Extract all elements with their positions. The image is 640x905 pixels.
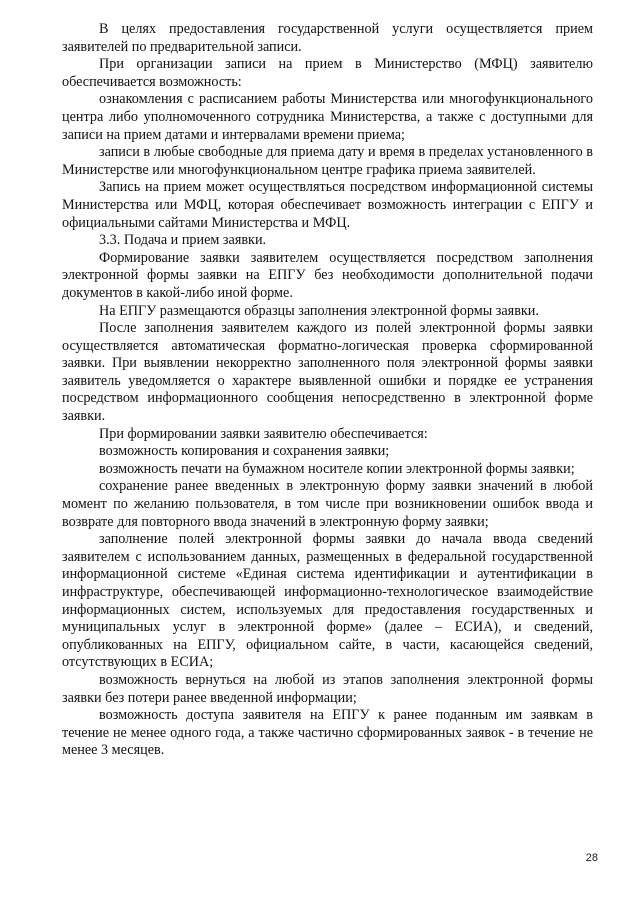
paragraph-10: При формировании заявки заявителю обеспечивается:: [99, 425, 428, 442]
paragraph-9: После заполнения заявителем каждого из полей электронной формы заявки осуществляется автоматическая форматно-логическая проверка сформированной заявки. При выявлении некорректно заполненного поля электронной формы заявки заявитель уведомляется о характере выявленной ошибки и порядке ее устранения посредством информационного сообщения непосредственно в электронной форме заявки.: [62, 320, 593, 425]
section-heading-3-3: 3.3. Подача и прием заявки.: [99, 232, 267, 249]
paragraph-5: Запись на прием может осуществляться посредством информационной системы Министерства или МФЦ, которая обеспечивает возможность интеграции с ЕПГУ и официальными сайтами Министерства и МФЦ.: [62, 179, 593, 231]
paragraph-12: возможность печати на бумажном носителе копии электронной формы заявки;: [99, 460, 575, 477]
paragraph-3: ознакомления с расписанием работы Министерства или многофункционального центра либо уполномоченного сотрудника Министерства, а также с доступными для записи на прием датами и интервалами времени приема;: [62, 91, 593, 143]
document-body: [62, 21, 593, 760]
paragraph-1: В целях предоставления государственной услуги осуществляется прием заявителей по предварительной записи.: [62, 21, 593, 55]
paragraph-2: При организации записи на прием в Министерство (МФЦ) заявителю обеспечивается возможность:: [62, 56, 593, 90]
paragraph-11: возможность копирования и сохранения заявки;: [99, 443, 390, 460]
paragraph-16: возможность доступа заявителя на ЕПГУ к ранее поданным им заявкам в течение не менее одного года, а также частично сформированных заявок - в течение не менее 3 месяцев.: [62, 707, 593, 759]
paragraph-7: Формирование заявки заявителем осуществляется посредством заполнения электронной формы заявки на ЕПГУ без необходимости дополнительной подачи документов в какой-либо иной форме.: [62, 249, 593, 301]
page-number: 28: [585, 852, 598, 864]
paragraph-15: возможность вернуться на любой из этапов заполнения электронной формы заявки без потери ранее введенной информации;: [62, 671, 593, 706]
paragraph-13: сохранение ранее введенных в электронную форму заявки значений в любой момент по желанию пользователя, в том числе при возникновении ошибок ввода и возврате для повторного ввода значений в электронную форму заявки;: [62, 478, 593, 530]
paragraph-14: заполнение полей электронной формы заявки до начала ввода сведений заявителем с использованием данных, размещенных в федеральной государственной информационной системе «Единая система идентификации и аутентификации в инфраструктуре, обеспечивающей информационно-технологическое взаимодействие информационных систем, используемых для предоставления государственных и муниципальных услуг в электронной форме» (далее – ЕСИА), и сведений, опубликованных на ЕПГУ, официальном сайте, в части, касающейся сведений, отсутствующих в ЕСИА;: [62, 531, 593, 671]
paragraph-4: записи в любые свободные для приема дату и время в пределах установленного в Министерстве или многофункциональном центре графика приема заявителей.: [62, 144, 593, 178]
paragraph-8: На ЕПГУ размещаются образцы заполнения электронной формы заявки.: [99, 302, 539, 319]
